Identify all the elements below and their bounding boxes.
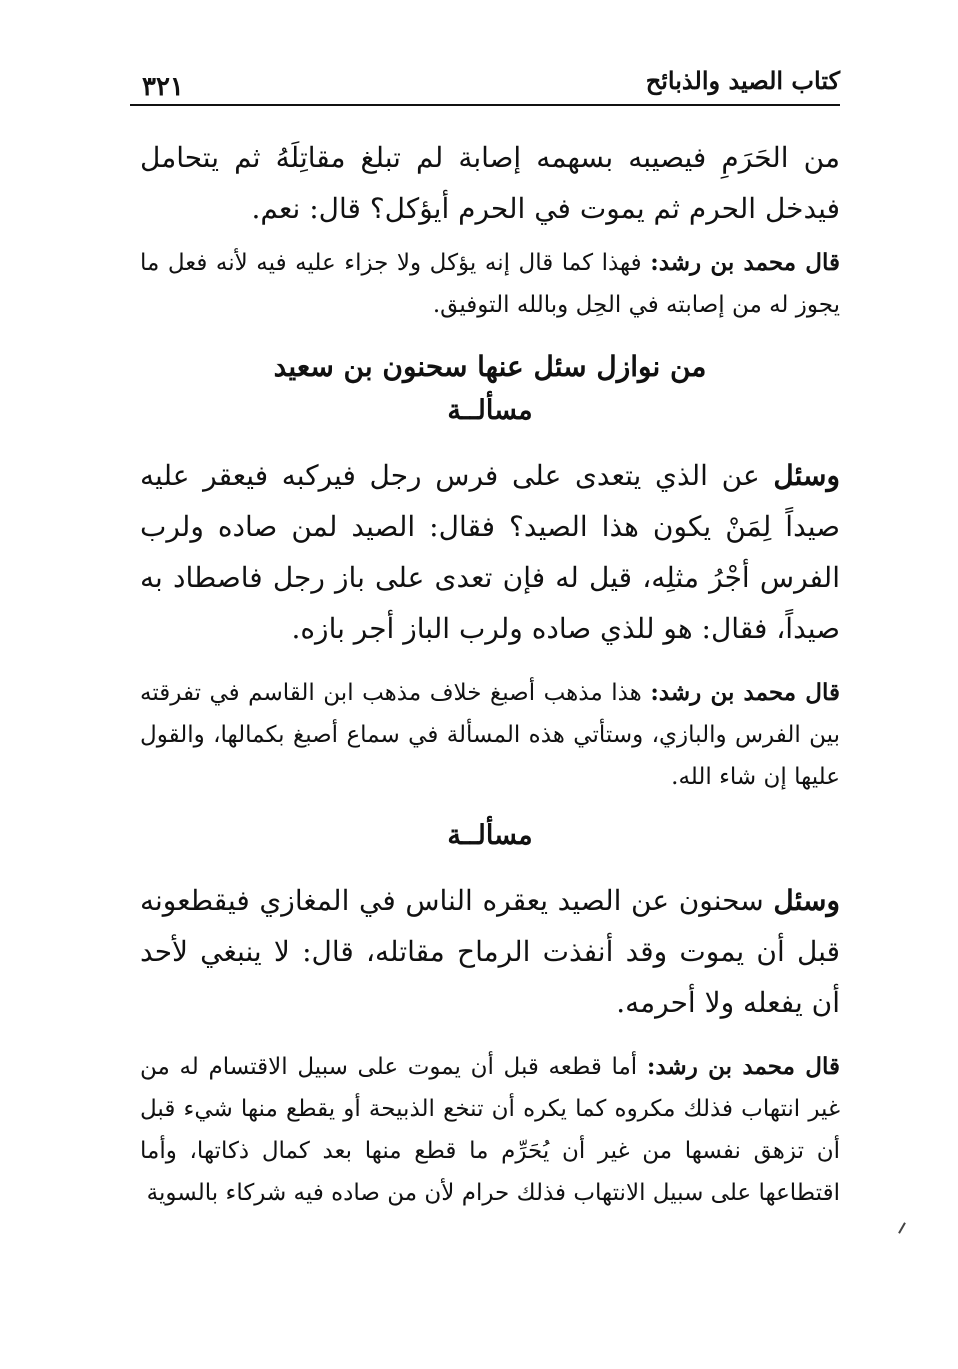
paragraph-3-text: سحنون عن الصيد يعقره الناس في المغازي فيقطعونه قبل أن يموت وقد أنفذت الرماح مقاتله، قال: لا ينبغي لأحد أن يفعله ولا أحرمه.	[140, 884, 840, 1019]
commentary-1-lead: قال محمد بن رشد:	[650, 249, 841, 276]
margin-mark	[898, 1222, 906, 1233]
page-header	[130, 60, 840, 106]
paragraph-2-lead: وسئل	[773, 459, 841, 492]
commentary-3-lead: قال محمد بن رشد:	[646, 1053, 841, 1080]
paragraph-3-lead: وسئل	[773, 884, 840, 917]
paragraph-2	[140, 450, 840, 654]
running-title: كتاب الصيد والذبائح	[645, 66, 840, 95]
paragraph-1	[140, 132, 840, 234]
page-number: ٣٢١	[142, 72, 184, 102]
commentary-3-text: أما قطعه قبل أن يموت على سبيل الاقتسام له من غير انتهاب فذلك مكروه كما يكره أن تنخع الذبيحة أو يقطع منها شيء قبل أن تزهق نفسها من غير أن يُحَرِّم ما قطع منها بعد كمال ذكاتها، وأما اقتطاعها على سبيل الانتهاب فذلك حرام لأن من صاده فيه شركاء بالسوية	[140, 1054, 840, 1206]
section-title: من نوازل سئل عنها سحنون بن سعيد	[273, 350, 707, 383]
commentary-2-lead: قال محمد بن رشد:	[650, 679, 841, 706]
masala-heading-1: مسألــة	[447, 395, 533, 426]
commentary-2-text: هذا مذهب أصبغ خلاف مذهب ابن القاسم في تفرقته بين الفرس والبازي، وستأتي هذه المسألة في سماع أصبغ بكمالها، والقول عليها إن شاء الله.	[140, 680, 840, 790]
paragraph-1-text: من الحَرَمِ فيصيبه بسهمه إصابة لم تبلغ مقاتِلَهُ ثم يتحامل فيدخل الحرم ثم يموت في الحرم أيؤكل؟ قال: نعم.	[140, 141, 840, 225]
commentary-2	[140, 672, 840, 798]
page-body	[140, 132, 840, 1222]
commentary-3	[140, 1046, 840, 1214]
paragraph-3	[140, 875, 840, 1028]
paragraph-2-text: عن الذي يتعدى على فرس رجل فيركبه فيعقر عليه صيداً لِمَنْ يكون هذا الصيد؟ فقال: الصيد لمن صاده ولرب الفرس أجْرُ مثلِه، قيل له فإن تعدى على باز رجل فاصطاد به صيداً، فقال: هو للذي صاده ولرب الباز أجر بازه.	[140, 459, 840, 645]
masala-heading-2: مسألــة	[447, 820, 533, 851]
commentary-1	[140, 242, 840, 326]
commentary-1-text: فهذا كما قال إنه يؤكل ولا جزاء عليه فيه لأنه فعل ما يجوز له من إصابته في الحِل وبالله التوفيق.	[140, 250, 840, 318]
